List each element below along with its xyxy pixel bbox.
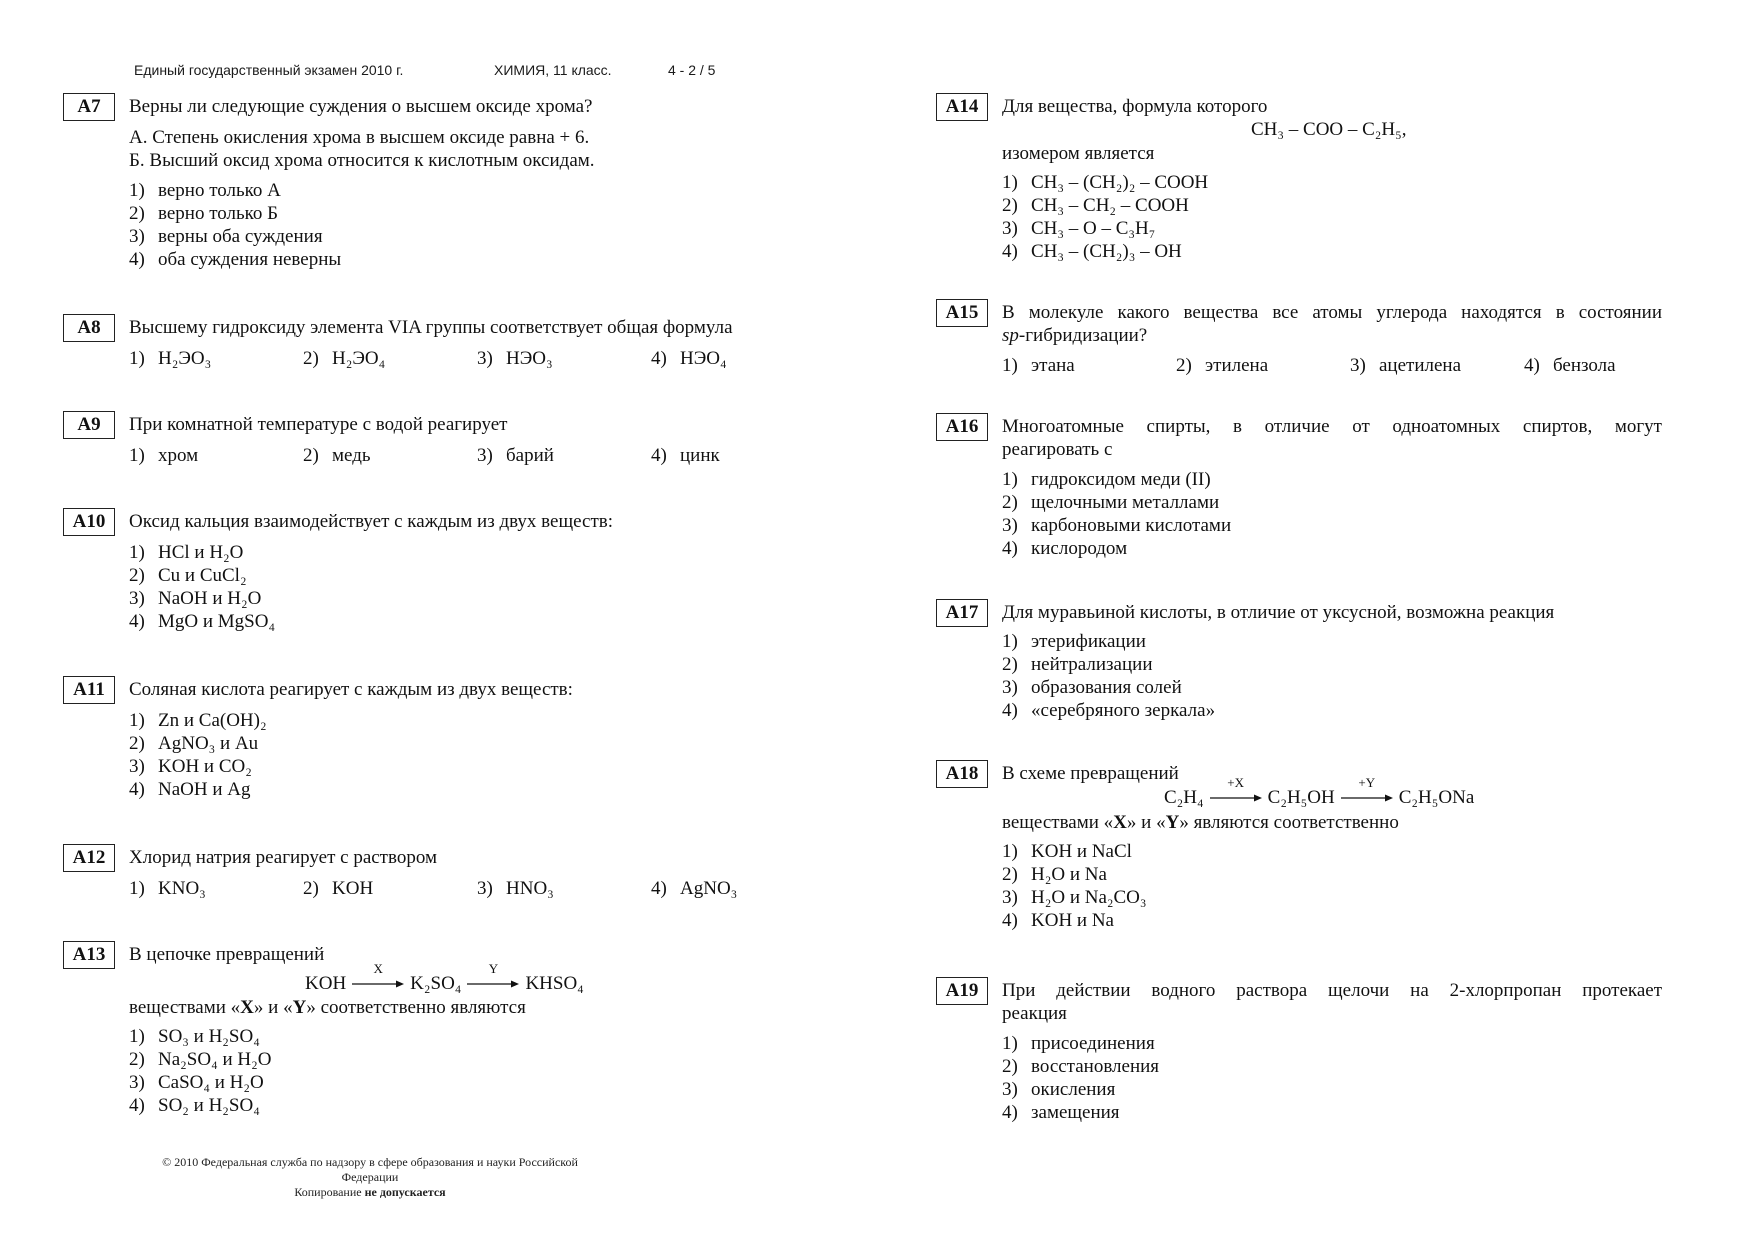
question-text: Для муравьиной кислоты, в отличие от уксусной, возможна реакция bbox=[1002, 602, 1555, 623]
task-number: A12 bbox=[63, 844, 115, 872]
answer-option[interactable]: 2) нейтрализации bbox=[1002, 654, 1153, 675]
question-continuation: изомером является bbox=[1002, 143, 1155, 164]
answer-option[interactable]: 3) HNO₃ bbox=[477, 878, 554, 899]
answer-option[interactable]: 2) Na₂SO₄ и H₂O bbox=[129, 1049, 272, 1070]
question-continuation: реагировать с bbox=[1002, 439, 1113, 460]
answer-option[interactable]: 3) барий bbox=[477, 445, 554, 466]
answer-option[interactable]: 1) H₂ЭO₃ bbox=[129, 348, 212, 369]
answer-option[interactable]: 2) щелочными металлами bbox=[1002, 492, 1220, 513]
answer-option[interactable]: 4) бензола bbox=[1524, 355, 1616, 376]
answer-option[interactable]: 3) NaOH и H₂O bbox=[129, 588, 262, 609]
answer-option[interactable]: 1) KNO₃ bbox=[129, 878, 206, 899]
question-text: Высшему гидроксиду элемента VIA группы соответствует общая формула bbox=[129, 317, 733, 338]
arrow-icon: +Y bbox=[1341, 788, 1393, 802]
header-subject: ХИМИЯ, 11 класс. bbox=[494, 62, 612, 78]
task-number: A10 bbox=[63, 508, 115, 536]
answer-option[interactable]: 2) Cu и CuCl₂ bbox=[129, 565, 247, 586]
question-continuation: sp-гибридизации? bbox=[1002, 325, 1148, 346]
answer-option[interactable]: 3) верны оба суждения bbox=[129, 226, 323, 247]
answer-option[interactable]: 4) AgNO₃ bbox=[651, 878, 738, 899]
task-number: A11 bbox=[63, 676, 115, 704]
answer-option[interactable]: 2) AgNO₃ и Au bbox=[129, 733, 259, 754]
answer-option[interactable]: 2) восстановления bbox=[1002, 1056, 1160, 1077]
answer-option[interactable]: 4) цинк bbox=[651, 445, 720, 466]
question-text: В молекуле какого вещества все атомы углерода находятся в состоянии bbox=[1002, 302, 1662, 323]
answer-option[interactable]: 3) ацетилена bbox=[1350, 355, 1462, 376]
answer-option[interactable]: 4) NaOH и Ag bbox=[129, 779, 251, 800]
answer-option[interactable]: 3) CH₃ – O – C₃H₇ bbox=[1002, 218, 1156, 239]
answer-option[interactable]: 3) KOH и CO₂ bbox=[129, 756, 252, 777]
arrow-icon: Y bbox=[467, 974, 519, 988]
answer-option[interactable]: 2) этилена bbox=[1176, 355, 1269, 376]
answer-option[interactable]: 1) Zn и Ca(OH)₂ bbox=[129, 710, 267, 731]
answer-option[interactable]: 3) карбоновыми кислотами bbox=[1002, 515, 1232, 536]
answer-option[interactable]: 1) хром bbox=[129, 445, 199, 466]
answer-option[interactable]: 2) CH₃ – CH₂ – COOH bbox=[1002, 195, 1189, 216]
question-text: Оксид кальция взаимодействует с каждым из двух веществ: bbox=[129, 511, 613, 532]
answer-option[interactable]: 3) образования солей bbox=[1002, 677, 1182, 698]
task-number: A15 bbox=[936, 299, 988, 327]
answer-option[interactable]: 3) H₂O и Na₂CO₃ bbox=[1002, 887, 1147, 908]
footer-copyright: © 2010 Федеральная служба по надзору в сфере образования и науки Российской Федерации bbox=[162, 1155, 578, 1184]
answer-option[interactable]: 2) H₂ЭO₄ bbox=[303, 348, 386, 369]
answer-option[interactable]: 1) верно только А bbox=[129, 180, 281, 201]
answer-option[interactable]: 2) медь bbox=[303, 445, 371, 466]
task-number: A9 bbox=[63, 411, 115, 439]
answer-option[interactable]: 1) этана bbox=[1002, 355, 1075, 376]
answer-option[interactable]: 4) HЭO₄ bbox=[651, 348, 727, 369]
answer-option[interactable]: 4) KOH и Na bbox=[1002, 910, 1114, 931]
task-number: A7 bbox=[63, 93, 115, 121]
question-continuation: веществами «X» и «Y» соответственно являются bbox=[129, 997, 526, 1018]
reaction-scheme: C₂H₄ +X C₂H₅OH +Y C₂H₅ONa bbox=[1164, 775, 1475, 808]
task-number: A19 bbox=[936, 977, 988, 1005]
task-number: A8 bbox=[63, 314, 115, 342]
header-page: 4 - 2 / 5 bbox=[668, 62, 716, 78]
answer-option[interactable]: 1) KOH и NaCl bbox=[1002, 841, 1132, 862]
task-number: A18 bbox=[936, 760, 988, 788]
question-continuation: веществами «X» и «Y» являются соответственно bbox=[1002, 812, 1399, 833]
answer-option[interactable]: 1) SO₃ и H₂SO₄ bbox=[129, 1026, 260, 1047]
answer-option[interactable]: 4) оба суждения неверны bbox=[129, 249, 342, 270]
footer-copy-notice: Копирование не допускается bbox=[294, 1185, 446, 1199]
task-number: A14 bbox=[936, 93, 988, 121]
task-number: A17 bbox=[936, 599, 988, 627]
question-text: Верны ли следующие суждения о высшем оксиде хрома? bbox=[129, 96, 593, 117]
answer-option[interactable]: 3) окисления bbox=[1002, 1079, 1116, 1100]
task-number: A16 bbox=[936, 413, 988, 441]
answer-option[interactable]: 4) CH₃ – (CH₂)₃ – OH bbox=[1002, 241, 1182, 262]
answer-option[interactable]: 3) HЭO₃ bbox=[477, 348, 553, 369]
reaction-scheme: KOH X K₂SO₄ Y KHSO₄ bbox=[305, 961, 584, 994]
question-text: В схеме превращений bbox=[1002, 763, 1179, 784]
arrow-icon: +X bbox=[1210, 788, 1262, 802]
question-text: Для вещества, формула которого bbox=[1002, 96, 1268, 117]
question-text: При действии водного раствора щелочи на 2-хлорпропан протекает bbox=[1002, 980, 1662, 1001]
answer-option[interactable]: 4) кислородом bbox=[1002, 538, 1128, 559]
task-number: A13 bbox=[63, 941, 115, 969]
answer-option[interactable]: 1) HCl и H₂O bbox=[129, 542, 244, 563]
question-text: Хлорид натрия реагирует с раствором bbox=[129, 847, 437, 868]
answer-option[interactable]: 2) KOH bbox=[303, 878, 374, 899]
header-exam: Единый государственный экзамен 2010 г. bbox=[134, 62, 404, 78]
answer-option[interactable]: 4) замещения bbox=[1002, 1102, 1120, 1123]
statement-a: А. Степень окисления хрома в высшем оксиде равна + 6. bbox=[129, 127, 590, 148]
answer-option[interactable]: 3) CaSO₄ и H₂O bbox=[129, 1072, 264, 1093]
footer bbox=[150, 1155, 590, 1200]
answer-option[interactable]: 2) H₂O и Na bbox=[1002, 864, 1107, 885]
answer-option[interactable]: 1) CH₃ – (CH₂)₂ – COOH bbox=[1002, 172, 1209, 193]
formula: CH₃ – COO – C₂H₅, bbox=[1251, 119, 1407, 140]
question-text: Соляная кислота реагирует с каждым из двух веществ: bbox=[129, 679, 573, 700]
answer-option[interactable]: 4) «серебряного зеркала» bbox=[1002, 700, 1216, 721]
question-text: В цепочке превращений bbox=[129, 944, 325, 965]
answer-option[interactable]: 4) MgO и MgSO₄ bbox=[129, 611, 276, 632]
answer-option[interactable]: 4) SO₂ и H₂SO₄ bbox=[129, 1095, 260, 1116]
statement-b: Б. Высший оксид хрома относится к кислотным оксидам. bbox=[129, 150, 595, 171]
answer-option[interactable]: 1) гидроксидом меди (II) bbox=[1002, 469, 1211, 490]
question-continuation: реакция bbox=[1002, 1003, 1067, 1024]
question-text: Многоатомные спирты, в отличие от одноатомных спиртов, могут bbox=[1002, 416, 1662, 437]
answer-option[interactable]: 1) этерификации bbox=[1002, 631, 1146, 652]
question-text: При комнатной температуре с водой реагирует bbox=[129, 414, 508, 435]
arrow-icon: X bbox=[352, 974, 404, 988]
answer-option[interactable]: 2) верно только Б bbox=[129, 203, 279, 224]
answer-option[interactable]: 1) присоединения bbox=[1002, 1033, 1155, 1054]
